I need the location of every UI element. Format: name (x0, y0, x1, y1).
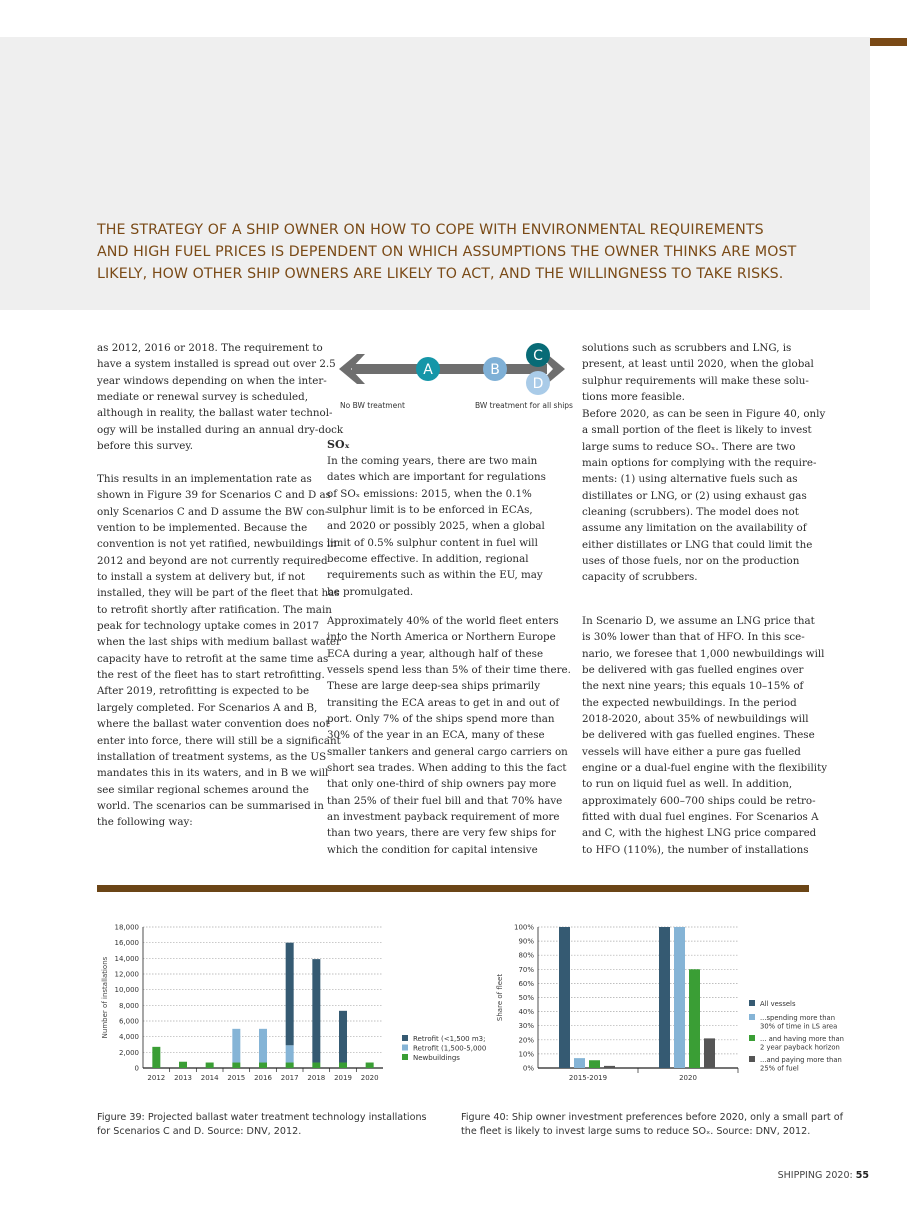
paragraph (327, 613, 571, 858)
footer-label: SHIPPING 2020: (777, 1170, 853, 1181)
bar-segment (152, 1047, 160, 1068)
text-line: 30% of the year in an ECA, many of these (327, 729, 545, 742)
legend-label: ...and paying more than (760, 1056, 842, 1064)
text-line: transiting the ECA areas to get in and out of (327, 696, 560, 709)
y-tick-label: 40% (518, 1008, 534, 1017)
text-line: cleaning (scrubbers). The model does not (582, 506, 799, 519)
text-line: than 25% of their fuel bill and that 70% have (327, 794, 563, 807)
text-line: to retrofit shortly after ratification. The main (97, 603, 332, 616)
text-line: when the last ships with medium ballast water (97, 636, 341, 649)
diagram-right-label: BW treatment for all ships (475, 401, 573, 410)
text-line: to install a system at delivery but, if not (97, 571, 306, 584)
x-tick-label: 2015-2019 (568, 1074, 608, 1082)
text-line: have a system installed is spread out over 2.5 (97, 358, 336, 371)
bar (704, 1038, 715, 1068)
bar-segment (232, 1063, 240, 1068)
bar-segment (179, 1062, 187, 1068)
section-heading-sox: SOₓ (327, 438, 350, 451)
pull-quote (97, 219, 827, 285)
text-line: only Scenarios C and D assume the BW con- (97, 505, 329, 518)
text-line: be delivered with gas fuelled engines over (582, 664, 804, 677)
bar-segment (286, 1045, 294, 1062)
text-line: requirements such as within the EU, may (327, 569, 543, 582)
text-line: In Scenario D, we assume an LNG price that (582, 615, 815, 627)
text-line: to HFO (110%), the number of installations (582, 843, 809, 856)
marker-label: C (533, 348, 543, 364)
page-number: 55 (855, 1170, 869, 1181)
y-tick-label: 4,000 (118, 1033, 139, 1042)
text-line: peak for technology uptake comes in 2017 (97, 620, 320, 633)
bar-segment (339, 1063, 347, 1068)
text-line: of SOₓ emissions: 2015, when the 0.1% (327, 487, 532, 500)
legend-swatch (749, 1014, 755, 1020)
bar-segment (339, 1011, 347, 1063)
legend-swatch (402, 1054, 408, 1060)
text-line: the following way: (97, 816, 193, 829)
bar-segment (206, 1063, 214, 1068)
text-line: In the coming years, there are two main (327, 455, 538, 467)
text-line: the expected newbuildings. In the period (582, 696, 797, 709)
legend-label: 25% of fuel (760, 1064, 799, 1073)
text-line: world. The scenarios can be summarised in (97, 799, 324, 812)
caption-line: Figure 40: Ship owner investment preferences before 2020, only a small part of (461, 1112, 843, 1123)
text-line: be promulgated. (327, 585, 414, 598)
y-tick-label: 20% (518, 1036, 534, 1045)
bar (604, 1066, 615, 1068)
text-line: although in reality, the ballast water technol- (97, 407, 333, 420)
bar (689, 969, 700, 1068)
text-line: vention to be implemented. Because the (97, 522, 308, 535)
bar (674, 927, 685, 1068)
legend-label: 30% of time in LS area (760, 1022, 838, 1031)
text-line: where the ballast water convention does not (97, 718, 330, 731)
text-line: uses of those fuels, nor on the production (582, 555, 800, 568)
diagram-left-label: No BW treatment (340, 401, 405, 410)
text-line: convention is not yet ratified, newbuildings in (97, 538, 337, 551)
text-line: ogy will be installed during an annual dry-dock (97, 423, 344, 436)
text-line: 2018-2020, about 35% of newbuildings will (582, 713, 809, 726)
legend-swatch (749, 1000, 755, 1006)
x-tick-label: 2020 (360, 1074, 379, 1082)
caption-line: for Scenarios C and D. Source: DNV, 2012. (97, 1125, 302, 1137)
text-line: become effective. In addition, regional (327, 553, 529, 566)
headline-line: LIKELY, HOW OTHER SHIP OWNERS ARE LIKELY TO ACT, AND THE WILLINGNESS TO TAKE RISKS. (97, 266, 784, 282)
text-line: main options for complying with the require- (582, 457, 817, 470)
text-line: present, at least until 2020, when the global (582, 358, 814, 371)
caption-line: the fleet is likely to invest large sums to reduce SOₓ. Source: DNV, 2012. (461, 1125, 811, 1137)
legend-label: Newbuildings (413, 1054, 460, 1062)
text-line: engine or a dual-fuel engine with the flexibility (582, 762, 828, 775)
text-line: to run on liquid fuel as well. In addition, (582, 778, 793, 791)
text-line: fitted with dual fuel engines. For Scenarios A (582, 811, 819, 824)
text-line: solutions such as scrubbers and LNG, is (582, 342, 792, 354)
text-line: sulphur limit is to be enforced in ECAs, (327, 504, 533, 517)
x-tick-label: 2015 (227, 1074, 246, 1082)
text-line: tions more feasible. (582, 391, 685, 404)
paragraph (97, 340, 343, 454)
text-line: vessels will have either a pure gas fuelled (582, 745, 801, 758)
text-line: an investment payback requirement of more (327, 811, 560, 824)
paragraph (582, 340, 814, 405)
text-line: year windows depending on when the inter- (97, 374, 327, 387)
text-line: the next nine years; this equals 10–15% of (582, 680, 804, 693)
text-line: as 2012, 2016 or 2018. The requirement to (97, 342, 323, 354)
section-tab (870, 38, 907, 46)
text-line: ments: (1) using alternative fuels such as (582, 473, 798, 486)
legend-swatch (402, 1045, 408, 1051)
text-line: is 30% lower than that of HFO. In this sce- (582, 631, 805, 644)
bar-segment (366, 1063, 374, 1068)
y-tick-label: 100% (513, 923, 534, 932)
text-line: Before 2020, as can be seen in Figure 40, only (582, 408, 826, 420)
paragraph (327, 453, 546, 600)
bar-segment (259, 1063, 267, 1068)
text-line: the rest of the fleet has to start retrofitting. (97, 669, 325, 682)
bar-segment (259, 1029, 267, 1063)
bar-segment (312, 1063, 320, 1068)
text-line: Approximately 40% of the world fleet enters (327, 615, 559, 627)
y-tick-label: 70% (518, 965, 534, 974)
y-tick-label: 90% (518, 937, 534, 946)
legend-label: ...spending more than (760, 1014, 836, 1022)
bar (574, 1058, 585, 1068)
bar (659, 927, 670, 1068)
y-tick-label: 16,000 (114, 939, 139, 948)
y-tick-label: 80% (518, 951, 534, 960)
y-tick-label: 6,000 (118, 1017, 139, 1026)
legend-swatch (749, 1056, 755, 1062)
section-divider (97, 885, 809, 892)
figure-40-caption (461, 1111, 843, 1138)
figure-39-caption (97, 1111, 427, 1138)
text-line: which the condition for capital intensive (327, 843, 538, 856)
text-line: 2012 and beyond are not currently required (97, 554, 328, 567)
y-tick-label: 18,000 (114, 923, 139, 932)
text-line: a small portion of the fleet is likely to invest (582, 424, 812, 437)
legend-swatch (749, 1035, 755, 1041)
headline-line: THE STRATEGY OF A SHIP OWNER ON HOW TO COPE WITH ENVIRONMENTAL REQUIREMENTS (97, 222, 764, 238)
text-line: assume any limitation on the availability of (582, 522, 807, 535)
x-tick-label: 2016 (254, 1074, 272, 1082)
paragraph (582, 406, 825, 586)
text-line: be delivered with gas fuelled engines. These (582, 729, 815, 742)
scenario-diagram (327, 338, 577, 418)
text-line: into the North America or Northern Europe (327, 631, 556, 644)
text-line: These are large deep-sea ships primarily (327, 680, 541, 693)
marker-label: A (423, 362, 433, 378)
legend-label: Retrofit (1,500-5,000 (413, 1044, 487, 1053)
text-line: and 2020 or possibly 2025, when a global (327, 520, 545, 533)
y-tick-label: 12,000 (114, 970, 139, 979)
x-tick-label: 2014 (200, 1074, 219, 1082)
x-tick-label: 2013 (174, 1074, 192, 1082)
legend-label: All vessels (760, 1000, 796, 1008)
text-line: installed, they will be part of the fleet that has (97, 587, 340, 600)
y-tick-label: 2,000 (118, 1048, 139, 1057)
text-line: than two years, there are very few ships for (327, 827, 556, 840)
text-line: installation of treatment systems, as the US (97, 750, 327, 763)
paragraph (582, 613, 827, 858)
figure-40-chart (495, 915, 855, 1090)
x-tick-label: 2012 (147, 1074, 166, 1082)
y-tick-label: 8,000 (118, 1001, 139, 1010)
text-line: that only one-third of ship owners pay more (327, 778, 557, 791)
paragraph (97, 471, 341, 831)
text-line: approximately 600–700 ships could be retro- (582, 794, 816, 807)
y-tick-label: 0% (522, 1064, 534, 1073)
text-line: large sums to reduce SOₓ. There are two (582, 440, 796, 453)
text-line: smaller tankers and general cargo carriers on (327, 745, 568, 758)
bar (589, 1060, 600, 1068)
text-line: mandates this in its waters, and in B we will (97, 767, 329, 780)
figure-39-chart (90, 915, 490, 1090)
caption-line: Figure 39: Projected ballast water treatment technology installations (97, 1112, 427, 1123)
x-tick-label: 2017 (280, 1074, 299, 1082)
text-line: This results in an implementation rate as (97, 473, 312, 485)
y-tick-label: 14,000 (114, 954, 139, 963)
text-line: either distillates or LNG that could limit the (582, 538, 813, 551)
text-line: ECA during a year, although half of these (327, 647, 544, 660)
text-line: distillates or LNG, or (2) using exhaust gas (582, 489, 807, 502)
text-line: enter into force, there will still be a significant (97, 734, 341, 747)
legend-label: ... and having more than (760, 1035, 844, 1043)
text-line: nario, we foresee that 1,000 newbuildings will (582, 647, 825, 660)
y-tick-label: 0 (134, 1064, 139, 1073)
text-line: vessels spend less than 5% of their time there. (327, 664, 571, 677)
x-tick-label: 2019 (334, 1074, 352, 1082)
headline-line: AND HIGH FUEL PRICES IS DEPENDENT ON WHICH ASSUMPTIONS THE OWNER THINKS ARE MOST (97, 244, 797, 260)
text-line: limit of 0.5% sulphur content in fuel will (327, 536, 538, 549)
text-line: before this survey. (97, 440, 194, 453)
bar-segment (286, 1063, 294, 1068)
y-axis-label: Number of installations (101, 956, 109, 1039)
legend-swatch (402, 1035, 408, 1041)
bar-segment (312, 959, 320, 1062)
x-tick-label: 2020 (679, 1074, 697, 1082)
text-line: mediate or renewal survey is scheduled, (97, 391, 308, 404)
text-line: capacity of scrubbers. (582, 571, 698, 584)
text-line: dates which are important for regulations (327, 471, 546, 484)
y-tick-label: 10,000 (114, 986, 139, 995)
text-line: sulphur requirements will make these solu- (582, 374, 809, 387)
text-line: shown in Figure 39 for Scenarios C and D as (97, 489, 331, 502)
bar-segment (286, 943, 294, 1046)
marker-label: D (532, 376, 544, 392)
bar-segment (232, 1029, 240, 1063)
page-footer (778, 1170, 869, 1181)
text-line: see similar regional schemes around the (97, 783, 309, 796)
text-line: After 2019, retrofitting is expected to be (97, 685, 310, 698)
text-line: largely completed. For Scenarios A and B, (97, 701, 318, 714)
legend-label: 2 year payback horizon (760, 1043, 840, 1052)
y-tick-label: 30% (518, 1022, 534, 1031)
bar (559, 927, 570, 1068)
text-line: capacity have to retrofit at the same time as (97, 652, 329, 665)
text-line: short sea trades. When adding to this the fact (327, 762, 567, 775)
y-tick-label: 60% (518, 979, 534, 988)
y-tick-label: 10% (518, 1050, 534, 1059)
y-tick-label: 50% (518, 994, 534, 1002)
y-axis-label: Share of fleet (496, 973, 504, 1022)
text-line: port. Only 7% of the ships spend more than (327, 713, 555, 726)
text-line: and C, with the highest LNG price compared (582, 827, 817, 840)
legend-label: Retrofit (<1,500 m3; (413, 1035, 486, 1043)
x-tick-label: 2018 (307, 1074, 326, 1082)
marker-label: B (490, 362, 500, 378)
